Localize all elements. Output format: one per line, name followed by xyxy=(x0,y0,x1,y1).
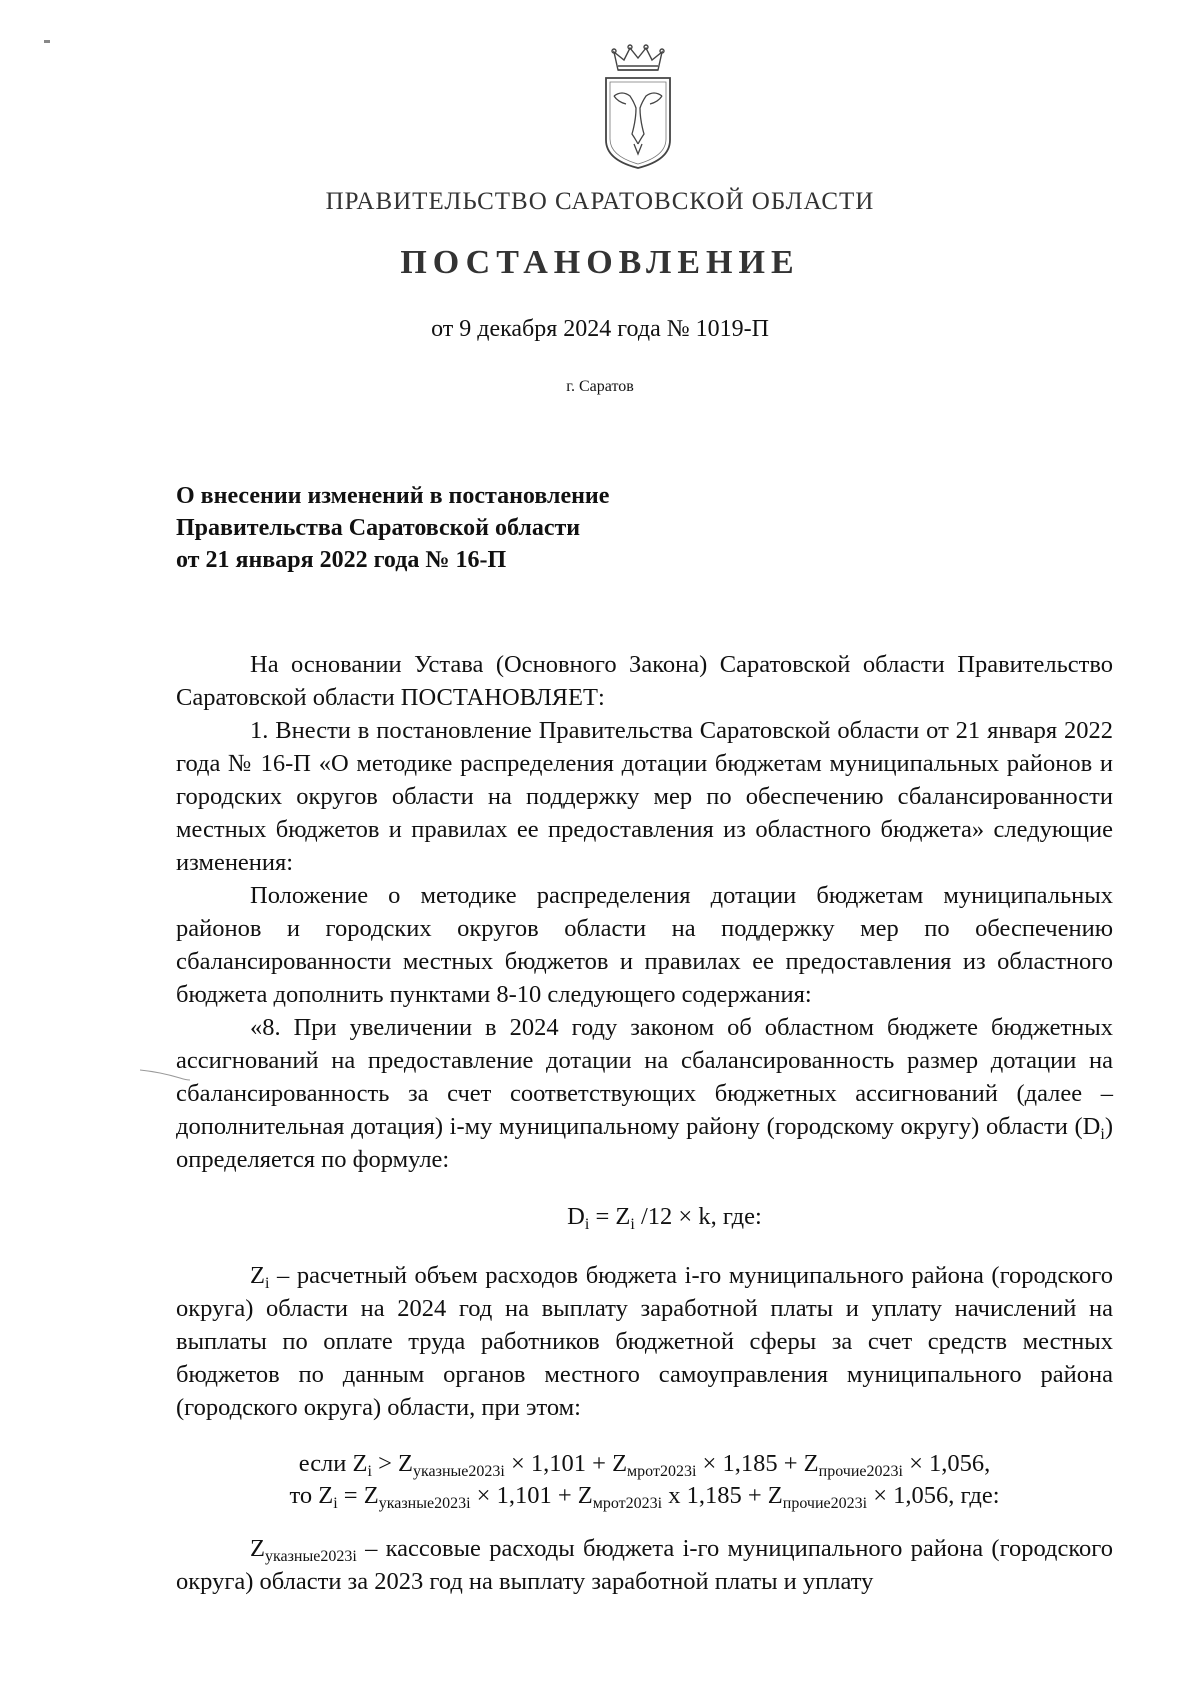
city-name: г. Саратов xyxy=(566,378,634,395)
paragraph-zi-definition: $Z_i$ – расчетный объем расходов бюджета i-го муниципального района (городского округа) области на 2024 год на выплату заработной платы и уплату начислений на выплаты по оплате труда работников бюджетной сферы за счет средств местных бюджетов по данным органов местного самоуправления муниципального района (городского округа) области, при этом: xyxy=(176,1262,1113,1421)
decree-subject xyxy=(176,480,796,576)
government-name: ПРАВИТЕЛЬСТВО САРАТОВСКОЙ ОБЛАСТИ xyxy=(325,188,875,215)
subject-line: от 21 января 2022 года № 16-П xyxy=(176,547,507,573)
scan-speck xyxy=(44,40,50,44)
formula-dotation: $D_i = Z_i$ /12 × k, где: xyxy=(567,1203,762,1233)
coat-of-arms-emblem xyxy=(600,44,676,172)
paragraph-z-ukaznye-definition: $Z_{указные2023i}$ – кассовые расходы бюджета i-го муниципального района (городского округа) области за 2023 год на выплату заработной платы и уплату xyxy=(176,1535,1113,1595)
paragraph-item-1: 1. Внести в постановление Правительства Саратовской области от 21 января 2022 года № 16-П «О методике распределения дотации бюджетам муниципальных районов и городских округов области на поддержку мер по обеспечению сбалансированности местных бюджетов и правилах ее предоставления из областного бюджета» следующие изменения: xyxy=(176,717,1113,876)
paragraph-item-8: «8. При увеличении в 2024 году законом об областном бюджете бюджетных ассигнований на предоставление дотации на сбалансированность размер дотации на сбалансированность за счет соответствующих бюджетных ассигнований (далее – дополнительная дотация) i-му муниципальному району (городскому округу) области $(D_i)$ определяется по формуле: xyxy=(176,1014,1113,1173)
paragraph-basis: На основании Устава (Основного Закона) Саратовской области Правительство Саратовской области ПОСТАНОВЛЯЕТ: xyxy=(176,651,1113,711)
document-type-title: ПОСТАНОВЛЕНИЕ xyxy=(400,244,800,281)
formula-condition-line-2: то $Z_i = Z_{указные2023i} \times 1,101 + Z_{мрот2023i}$ x $1,185 + Z_{прочие2023i} \times 1,056$, где: xyxy=(289,1482,1000,1512)
decree-date-number: от 9 декабря 2024 года № 1019-П xyxy=(431,316,769,342)
formula-condition-line-1: если $Z_i > Z_{указные2023i} \times 1,101 + Z_{мрот2023i} \times 1,185 + Z_{прочие2023i} \times 1,056$, xyxy=(298,1450,991,1480)
decree-body xyxy=(176,648,1113,1598)
formula-condition xyxy=(176,1448,1113,1512)
subject-line: Правительства Саратовской области xyxy=(176,515,581,541)
paragraph-amendment: Положение о методике распределения дотации бюджетам муниципальных районов и городских округов области на поддержку мер по обеспечению сбалансированности местных бюджетов и правилах ее предоставления из областного бюджета дополнить пунктами 8-10 следующего содержания: xyxy=(176,882,1113,1008)
subject-line: О внесении изменений в постановление xyxy=(176,483,610,509)
